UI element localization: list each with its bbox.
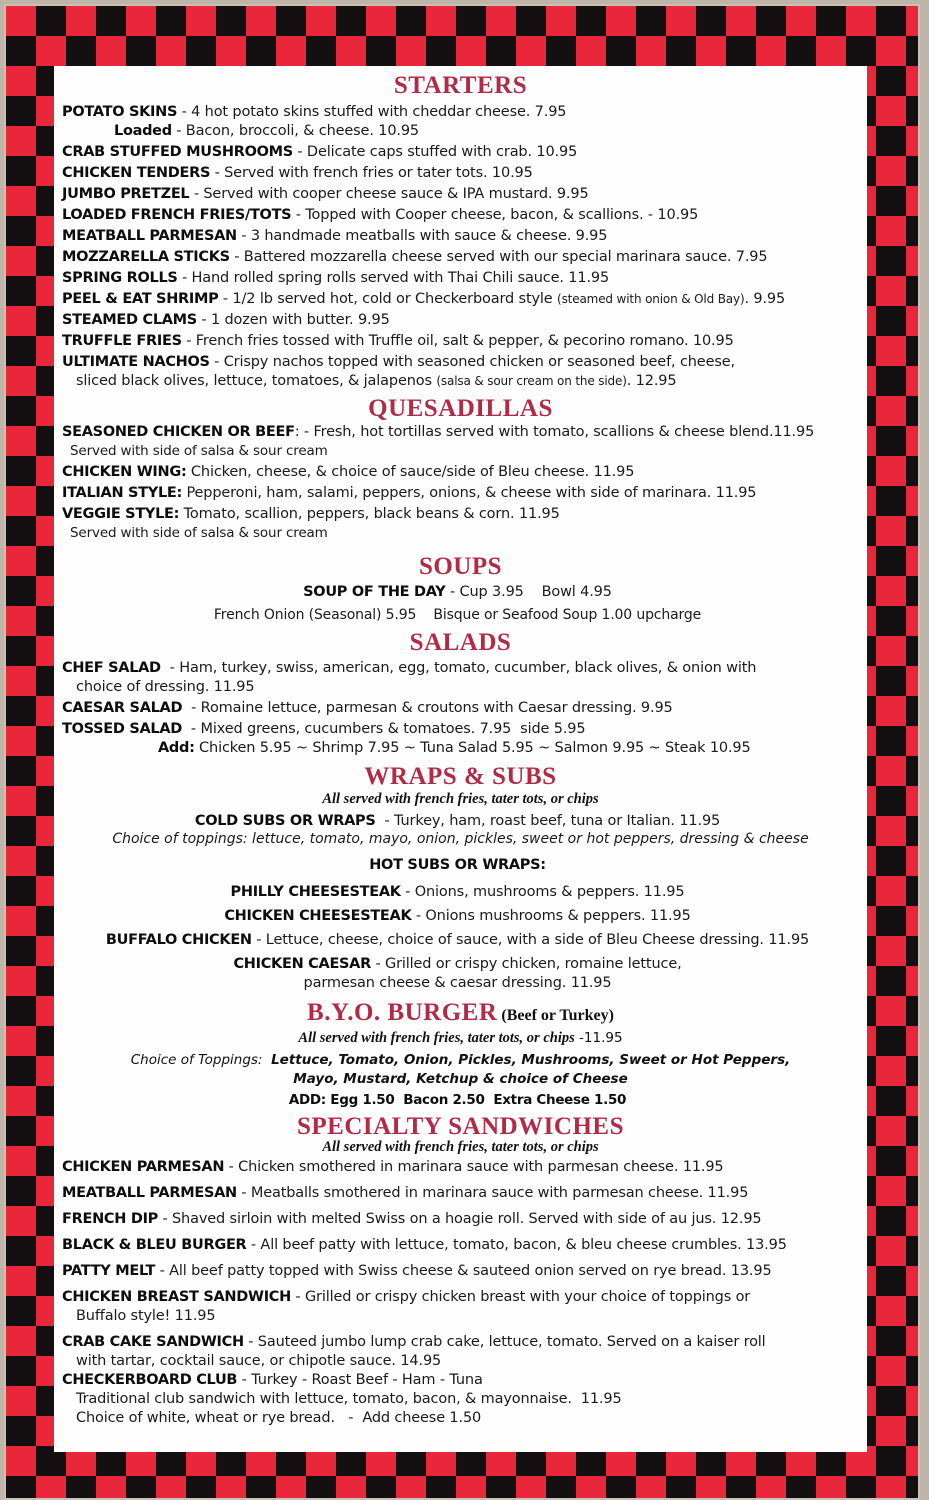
section-title-soups: SOUPS bbox=[418, 553, 503, 580]
salad-add-ons: Add: Chicken 5.95 ~ Shrimp 7.95 ~ Tuna Salad 5.95 ~ Salmon 9.95 ~ Steak 10.95 bbox=[158, 740, 751, 756]
menu-item: MEATBALL PARMESAN - Meatballs smothered in marinara sauce with parmesan cheese. 11.95 bbox=[62, 1185, 749, 1201]
section-note: All served with french fries, tater tots, or chips bbox=[322, 791, 599, 807]
toppings-note: Choice of toppings: lettuce, tomato, mayo, onion, pickles, sweet or hot peppers, dressing & cheese bbox=[112, 831, 809, 847]
menu-item-continuation: Choice of white, wheat or rye bread. - Add cheese 1.50 bbox=[76, 1410, 482, 1426]
menu-item: PHILLY CHEESESTEAK - Onions, mushrooms & peppers. 11.95 bbox=[230, 884, 685, 900]
menu-item: CHICKEN WING: Chicken, cheese, & choice of sauce/side of Bleu cheese. 11.95 bbox=[62, 464, 635, 480]
subsection-header: HOT SUBS OR WRAPS: bbox=[369, 857, 546, 873]
menu-item-note: Served with side of salsa & sour cream bbox=[70, 525, 328, 541]
menu-item: MOZZARELLA STICKS - Battered mozzarella cheese served with our special marinara sauce. 7.95 bbox=[62, 249, 768, 265]
menu-item: CHICKEN PARMESAN - Chicken smothered in marinara sauce with parmesan cheese. 11.95 bbox=[62, 1159, 724, 1175]
menu-item: ITALIAN STYLE: Pepperoni, ham, salami, peppers, onions, & cheese with side of marinara. 11.95 bbox=[62, 485, 757, 501]
section-note: All served with french fries, tater tots, or chips -11.95 bbox=[298, 1030, 623, 1046]
menu-item: Loaded - Bacon, broccoli, & cheese. 10.95 bbox=[114, 123, 419, 139]
menu-item-continuation: sliced black olives, lettuce, tomatoes, & jalapenos (salsa & sour cream on the side). 12.95 bbox=[76, 373, 677, 389]
menu-item: JUMBO PRETZEL - Served with cooper cheese sauce & IPA mustard. 9.95 bbox=[62, 186, 589, 202]
menu-item: STEAMED CLAMS - 1 dozen with butter. 9.95 bbox=[62, 312, 390, 328]
menu-item: SPRING ROLLS - Hand rolled spring rolls served with Thai Chili sauce. 11.95 bbox=[62, 270, 610, 286]
menu-item: CHECKERBOARD CLUB - Turkey - Roast Beef - Ham - Tuna bbox=[62, 1372, 483, 1388]
menu-item-note: Served with side of salsa & sour cream bbox=[70, 443, 328, 459]
menu-item: TRUFFLE FRIES - French fries tossed with Truffle oil, salt & pepper, & pecorino romano. 10.95 bbox=[62, 333, 734, 349]
burger-add-ons: ADD: Egg 1.50 Bacon 2.50 Extra Cheese 1.50 bbox=[288, 1092, 627, 1108]
section-note: All served with french fries, tater tots, or chips bbox=[322, 1139, 599, 1155]
menu-item-continuation: parmesan cheese & caesar dressing. 11.95 bbox=[303, 975, 612, 991]
menu-item: BUFFALO CHICKEN - Lettuce, cheese, choice of sauce, with a side of Bleu Cheese dressing. 11.95 bbox=[105, 932, 810, 948]
menu-item: CHICKEN CHEESESTEAK - Onions mushrooms & peppers. 11.95 bbox=[224, 908, 691, 924]
menu-item-continuation: Traditional club sandwich with lettuce, tomato, bacon, & mayonnaise. 11.95 bbox=[76, 1391, 622, 1407]
section-title-starters: STARTERS bbox=[393, 72, 528, 99]
menu-item: CHICKEN TENDERS - Served with french fries or tater tots. 10.95 bbox=[62, 165, 533, 181]
menu-item: BLACK & BLEU BURGER - All beef patty with lettuce, tomato, bacon, & bleu cheese crumbles. 13.95 bbox=[62, 1237, 787, 1253]
menu-item: CAESAR SALAD - Romaine lettuce, parmesan & croutons with Caesar dressing. 9.95 bbox=[62, 700, 673, 716]
section-title-byo-burger: B.Y.O. BURGER (Beef or Turkey) bbox=[307, 999, 614, 1026]
menu-panel bbox=[54, 66, 867, 1452]
menu-item: COLD SUBS OR WRAPS - Turkey, ham, roast beef, tuna or Italian. 11.95 bbox=[194, 813, 721, 829]
menu-item-continuation: choice of dressing. 11.95 bbox=[76, 679, 255, 695]
menu-item: CHEF SALAD - Ham, turkey, swiss, american, egg, tomato, cucumber, black olives, & onion with bbox=[62, 660, 757, 676]
menu-item: French Onion (Seasonal) 5.95 Bisque or Seafood Soup 1.00 upcharge bbox=[213, 607, 702, 623]
section-title-specialty-sandwiches: SPECIALTY SANDWICHES bbox=[297, 1113, 624, 1140]
menu-item: CRAB STUFFED MUSHROOMS - Delicate caps stuffed with crab. 10.95 bbox=[62, 144, 578, 160]
menu-item: CHICKEN BREAST SANDWICH - Grilled or crispy chicken breast with your choice of toppings or bbox=[62, 1289, 751, 1305]
menu-item: CHICKEN CAESAR - Grilled or crispy chicken, romaine lettuce, bbox=[233, 956, 682, 972]
menu-item-continuation: Buffalo style! 11.95 bbox=[76, 1308, 216, 1324]
menu-item: CRAB CAKE SANDWICH - Sauteed jumbo lump crab cake, lettuce, tomato. Served on a kaiser roll bbox=[62, 1334, 766, 1350]
menu-item-continuation: with tartar, cocktail sauce, or chipotle sauce. 14.95 bbox=[76, 1353, 442, 1369]
burger-toppings: Choice of Toppings: Lettuce, Tomato, Onion, Pickles, Mushrooms, Sweet or Hot Peppers, bbox=[130, 1052, 791, 1068]
section-title-wraps-subs: WRAPS & SUBS bbox=[364, 763, 557, 790]
menu-item: MEATBALL PARMESAN - 3 handmade meatballs with sauce & cheese. 9.95 bbox=[62, 228, 608, 244]
menu-item: FRENCH DIP - Shaved sirloin with melted Swiss on a hoagie roll. Served with side of au jus. 12.95 bbox=[62, 1211, 762, 1227]
section-title-quesadillas: QUESADILLAS bbox=[368, 395, 553, 422]
menu-item: TOSSED SALAD - Mixed greens, cucumbers & tomatoes. 7.95 side 5.95 bbox=[62, 721, 586, 737]
menu-item: PEEL & EAT SHRIMP - 1/2 lb served hot, cold or Checkerboard style (steamed with onion & Old Bay). 9.95 bbox=[62, 291, 786, 307]
menu-item: POTATO SKINS - 4 hot potato skins stuffed with cheddar cheese. 7.95 bbox=[62, 104, 567, 120]
menu-item: PATTY MELT - All beef patty topped with Swiss cheese & sauteed onion served on rye bread. 13.95 bbox=[62, 1263, 772, 1279]
menu-item: SEASONED CHICKEN OR BEEF: - Fresh, hot tortillas served with tomato, scallions & cheese blend.11.95 bbox=[62, 424, 815, 440]
menu-item: LOADED FRENCH FRIES/TOTS - Topped with Cooper cheese, bacon, & scallions. - 10.95 bbox=[62, 207, 699, 223]
section-title-salads: SALADS bbox=[409, 629, 512, 656]
menu-item: SOUP OF THE DAY - Cup 3.95 Bowl 4.95 bbox=[303, 584, 612, 600]
menu-item: ULTIMATE NACHOS - Crispy nachos topped with seasoned chicken or seasoned beef, cheese, bbox=[62, 354, 735, 370]
burger-toppings-continued: Mayo, Mustard, Ketchup & choice of Cheese bbox=[293, 1071, 628, 1087]
menu-item: VEGGIE STYLE: Tomato, scallion, peppers, black beans & corn. 11.95 bbox=[62, 506, 560, 522]
